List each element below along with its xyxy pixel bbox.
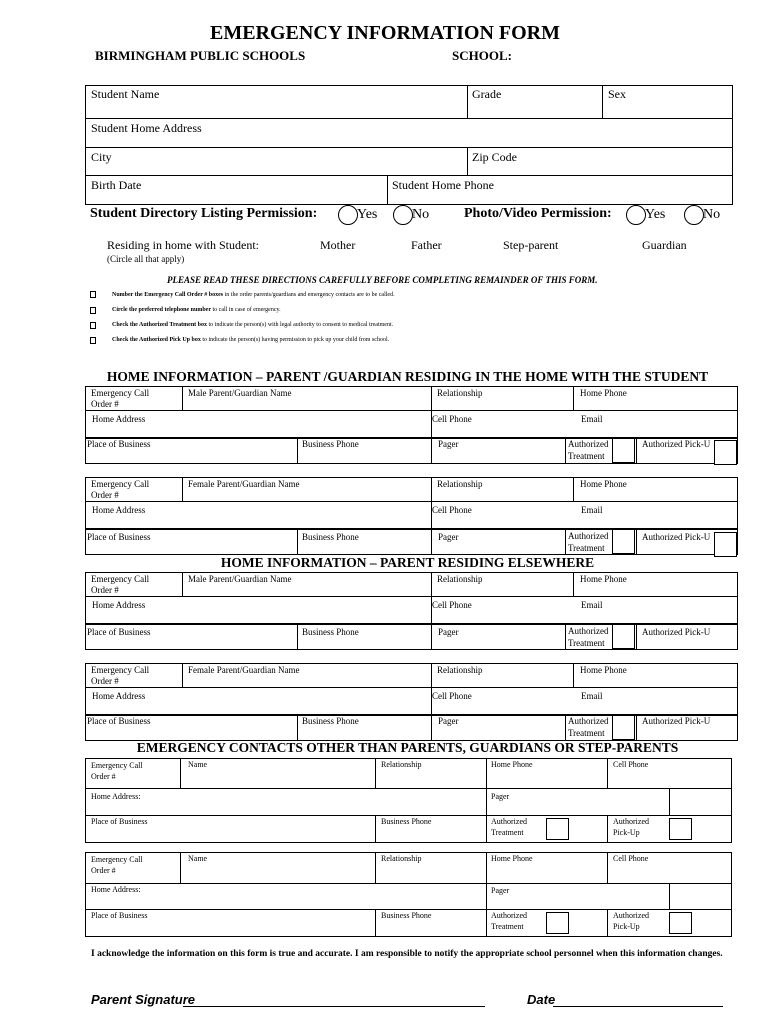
section-contacts-heading: EMERGENCY CONTACTS OTHER THAN PARENTS, GUARDIANS OR STEP-PARENTS bbox=[136, 740, 679, 755]
home-phone-field[interactable]: Home Phone bbox=[491, 760, 533, 769]
home-address-field[interactable]: Home Address bbox=[92, 600, 146, 610]
circle-all-note: (Circle all that apply) bbox=[107, 254, 185, 264]
email-field[interactable]: Email bbox=[581, 414, 603, 424]
relationship-field[interactable]: Relationship bbox=[437, 665, 483, 675]
direction-item: Circle the preferred telephone number to call in case of emergency. bbox=[112, 307, 281, 313]
pager-field[interactable]: Pager bbox=[438, 716, 459, 726]
home-address-field[interactable]: Student Home Address bbox=[91, 121, 202, 135]
call-order-field[interactable]: Emergency Call Order # bbox=[91, 388, 150, 409]
authorized-treatment-checkbox[interactable] bbox=[612, 624, 635, 649]
parent-block-female-elsewhere bbox=[0, 663, 770, 743]
zip-field[interactable]: Zip Code bbox=[472, 150, 517, 164]
relationship-field[interactable]: Relationship bbox=[437, 574, 483, 584]
place-of-business-field[interactable]: Place of Business bbox=[91, 817, 148, 826]
call-order-field[interactable]: Emergency Call Order # bbox=[91, 574, 150, 595]
residing-option-mother[interactable]: Mother bbox=[320, 238, 356, 252]
acknowledgement-text: I acknowledge the information on this form is true and accurate. I am responsible to notify the appropriate school personnel when this information changes. bbox=[91, 949, 723, 959]
photo-yes-label: Yes bbox=[645, 207, 666, 222]
business-phone-field[interactable]: Business Phone bbox=[381, 817, 432, 826]
directory-no-label: No bbox=[412, 207, 430, 222]
business-phone-field[interactable]: Business Phone bbox=[302, 716, 359, 726]
contact-name-field[interactable]: Name bbox=[188, 760, 208, 769]
home-phone-field[interactable]: Home Phone bbox=[580, 479, 627, 489]
birth-date-field[interactable]: Birth Date bbox=[91, 178, 142, 192]
authorized-treatment-label: Authorized Treatment bbox=[568, 439, 609, 461]
authorized-pickup-checkbox[interactable] bbox=[714, 440, 737, 465]
direction-item: Check the Authorized Treatment box to indicate the person(s) with legal authority to consent to medical treatment. bbox=[112, 322, 394, 328]
date-label: Date bbox=[527, 992, 556, 1007]
home-phone-field[interactable]: Home Phone bbox=[580, 665, 627, 675]
email-field[interactable]: Email bbox=[581, 691, 603, 701]
authorized-pickup-label: Authorized Pick-Up bbox=[613, 817, 649, 837]
home-phone-field[interactable]: Home Phone bbox=[491, 854, 533, 863]
call-order-field[interactable]: Emergency Call Order # bbox=[91, 479, 150, 500]
emergency-contact-block-1 bbox=[0, 758, 770, 844]
female-name-field[interactable]: Female Parent/Guardian Name bbox=[188, 665, 300, 675]
cell-phone-field[interactable]: Cell Phone bbox=[613, 854, 649, 863]
authorized-pickup-checkbox[interactable] bbox=[714, 532, 737, 557]
authorized-pickup-label: Authorized Pick-U bbox=[642, 439, 711, 449]
authorized-treatment-label: Authorized Treatment bbox=[568, 716, 609, 738]
authorized-treatment-checkbox[interactable] bbox=[612, 715, 635, 740]
directions-heading: PLEASE READ THESE DIRECTIONS CAREFULLY BEFORE COMPLETING REMAINDER OF THIS FORM. bbox=[167, 275, 598, 285]
home-address-field[interactable]: Home Address bbox=[92, 414, 146, 424]
authorized-treatment-checkbox[interactable] bbox=[612, 438, 635, 463]
place-of-business-field[interactable]: Place of Business bbox=[91, 911, 148, 920]
district-name: BIRMINGHAM PUBLIC SCHOOLS bbox=[95, 48, 306, 63]
authorized-treatment-label: Authorized Treatment bbox=[491, 817, 527, 837]
pager-field[interactable]: Pager bbox=[438, 439, 459, 449]
photo-no-radio[interactable] bbox=[684, 205, 704, 225]
cell-phone-field[interactable]: Cell Phone bbox=[613, 760, 649, 769]
checkbox-icon bbox=[90, 322, 96, 329]
cell-phone-field[interactable]: Cell Phone bbox=[432, 414, 472, 424]
place-of-business-field[interactable]: Place of Business bbox=[87, 627, 151, 637]
section-home-heading: HOME INFORMATION – PARENT /GUARDIAN RESIDING IN THE HOME WITH THE STUDENT bbox=[106, 369, 709, 384]
directory-yes-radio[interactable] bbox=[338, 205, 358, 225]
grade-field[interactable]: Grade bbox=[472, 87, 502, 101]
date-line[interactable] bbox=[553, 1006, 723, 1007]
email-field[interactable]: Email bbox=[581, 600, 603, 610]
pager-field[interactable]: Pager bbox=[491, 886, 510, 895]
business-phone-field[interactable]: Business Phone bbox=[302, 532, 359, 542]
parent-signature-label: Parent Signature bbox=[91, 992, 196, 1007]
checkbox-icon bbox=[90, 337, 96, 344]
authorized-pickup-label: Authorized Pick-U bbox=[642, 716, 711, 726]
residing-option-guardian[interactable]: Guardian bbox=[642, 238, 687, 252]
student-home-phone-field[interactable]: Student Home Phone bbox=[392, 178, 494, 192]
relationship-field[interactable]: Relationship bbox=[381, 760, 422, 769]
authorized-treatment-checkbox[interactable] bbox=[546, 912, 569, 934]
checkbox-icon bbox=[90, 307, 96, 314]
emergency-contact-block-2 bbox=[0, 852, 770, 938]
photo-permission-label: Photo/Video Permission: bbox=[464, 206, 612, 221]
authorized-treatment-label: Authorized Treatment bbox=[491, 911, 527, 931]
cell-phone-field[interactable]: Cell Phone bbox=[432, 505, 472, 515]
directory-no-radio[interactable] bbox=[393, 205, 413, 225]
authorized-pickup-label: Authorized Pick-U bbox=[642, 627, 711, 637]
authorized-treatment-label: Authorized Treatment bbox=[568, 626, 609, 648]
relationship-field[interactable]: Relationship bbox=[437, 388, 483, 398]
school-label: SCHOOL: bbox=[452, 48, 512, 63]
parent-block-female-home bbox=[0, 477, 770, 557]
directory-yes-label: Yes bbox=[357, 207, 378, 222]
residing-option-stepparent[interactable]: Step-parent bbox=[503, 238, 559, 252]
pager-field[interactable]: Pager bbox=[438, 627, 459, 637]
section-elsewhere-heading: HOME INFORMATION – PARENT RESIDING ELSEWHERE bbox=[220, 555, 595, 570]
parent-block-male-home bbox=[0, 386, 770, 466]
business-phone-field[interactable]: Business Phone bbox=[302, 439, 359, 449]
call-order-field[interactable]: Emergency Call Order # bbox=[91, 855, 143, 875]
directory-permission-label: Student Directory Listing Permission: bbox=[90, 206, 318, 221]
authorized-pickup-label: Authorized Pick-Up bbox=[613, 911, 649, 931]
authorized-treatment-checkbox[interactable] bbox=[546, 818, 569, 840]
call-order-field[interactable]: Emergency Call Order # bbox=[91, 761, 143, 781]
contact-name-field[interactable]: Name bbox=[188, 854, 208, 863]
form-title: EMERGENCY INFORMATION FORM bbox=[210, 22, 560, 44]
sex-field[interactable]: Sex bbox=[608, 87, 626, 101]
email-field[interactable]: Email bbox=[581, 505, 603, 515]
cell-phone-field[interactable]: Cell Phone bbox=[432, 600, 472, 610]
authorized-treatment-label: Authorized Treatment bbox=[568, 531, 609, 553]
cell-phone-field[interactable]: Cell Phone bbox=[432, 691, 472, 701]
residing-option-father[interactable]: Father bbox=[411, 238, 442, 252]
business-phone-field[interactable]: Business Phone bbox=[381, 911, 432, 920]
female-name-field[interactable]: Female Parent/Guardian Name bbox=[188, 479, 300, 489]
authorized-pickup-checkbox[interactable] bbox=[669, 912, 692, 934]
pager-field[interactable]: Pager bbox=[438, 532, 459, 542]
pager-field[interactable]: Pager bbox=[491, 792, 510, 801]
authorized-treatment-checkbox[interactable] bbox=[612, 529, 635, 554]
place-of-business-field[interactable]: Place of Business bbox=[87, 439, 151, 449]
home-phone-field[interactable]: Home Phone bbox=[580, 574, 627, 584]
home-phone-field[interactable]: Home Phone bbox=[580, 388, 627, 398]
authorized-pickup-checkbox[interactable] bbox=[669, 818, 692, 840]
direction-item: Check the Authorized Pick Up box to indicate the person(s) having permission to pick up your child from school. bbox=[112, 337, 390, 343]
home-address-field[interactable]: Home Address: bbox=[91, 792, 141, 801]
relationship-field[interactable]: Relationship bbox=[437, 479, 483, 489]
parent-block-male-elsewhere bbox=[0, 572, 770, 652]
student-name-field[interactable]: Student Name bbox=[91, 87, 160, 101]
parent-signature-line[interactable] bbox=[183, 1006, 485, 1007]
photo-no-label: No bbox=[703, 207, 721, 222]
direction-item: Number the Emergency Call Order # boxes in the order parents/guardians and emergency contacts are to be called. bbox=[112, 292, 395, 298]
residing-label: Residing in home with Student: bbox=[107, 238, 259, 252]
business-phone-field[interactable]: Business Phone bbox=[302, 627, 359, 637]
male-name-field[interactable]: Male Parent/Guardian Name bbox=[188, 574, 292, 584]
home-address-field[interactable]: Home Address: bbox=[91, 885, 141, 894]
male-name-field[interactable]: Male Parent/Guardian Name bbox=[188, 388, 292, 398]
checkbox-icon bbox=[90, 291, 96, 298]
authorized-pickup-label: Authorized Pick-U bbox=[642, 532, 711, 542]
home-address-field[interactable]: Home Address bbox=[92, 691, 146, 701]
home-address-field[interactable]: Home Address bbox=[92, 505, 146, 515]
place-of-business-field[interactable]: Place of Business bbox=[87, 532, 151, 542]
relationship-field[interactable]: Relationship bbox=[381, 854, 422, 863]
place-of-business-field[interactable]: Place of Business bbox=[87, 716, 151, 726]
city-field[interactable]: City bbox=[91, 150, 112, 164]
call-order-field[interactable]: Emergency Call Order # bbox=[91, 665, 150, 686]
photo-yes-radio[interactable] bbox=[626, 205, 646, 225]
